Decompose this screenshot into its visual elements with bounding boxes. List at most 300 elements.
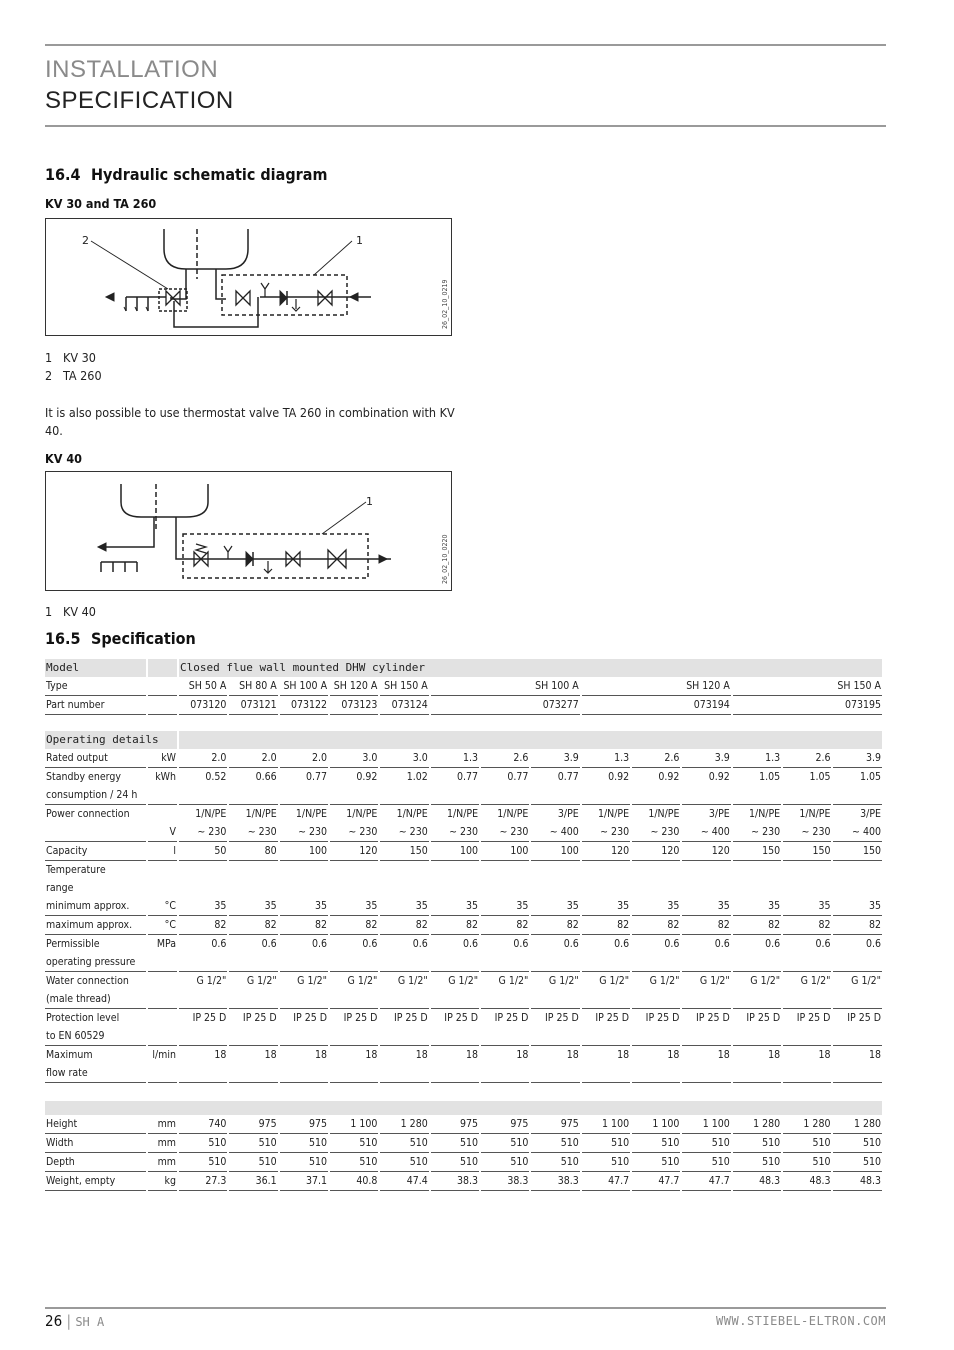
value-cell: ~ 230 [280, 823, 328, 842]
value-cell: 150 [733, 842, 781, 861]
row-label-line: to EN 60529 [46, 1030, 105, 1042]
subheading-kv30: KV 30 and TA 260 [45, 196, 157, 211]
value-cell: ~ 400 [833, 823, 882, 842]
value-cell: 510 [682, 1134, 730, 1153]
row-label-line: Permissible [46, 938, 100, 950]
value-cell [783, 879, 831, 897]
value-cell [481, 861, 529, 879]
value-cell: 0.77 [531, 768, 579, 805]
dimensions-band-row [45, 1101, 882, 1115]
value-cell: 2.0 [229, 749, 277, 768]
spec-row [45, 1134, 882, 1153]
unit-cell [148, 1009, 177, 1046]
value-cell: ~ 230 [783, 823, 831, 842]
spec-row [45, 1115, 882, 1134]
value-cell: 510 [229, 1134, 277, 1153]
unit-cell [148, 972, 177, 1009]
value-cell: IP 25 D [229, 1009, 277, 1046]
value-cell [330, 861, 378, 879]
value-cell: 27.3 [179, 1172, 227, 1191]
operating-details-row [45, 731, 882, 749]
value-cell: 82 [431, 916, 479, 935]
row-label-line: range [46, 882, 74, 894]
value-cell: 3/PE [860, 808, 881, 820]
blank-cell [148, 659, 177, 677]
value-cell: 0.77 [280, 768, 328, 805]
spec-row [45, 1046, 882, 1083]
value-cell: 35 [733, 897, 781, 916]
value-cell: 975 [531, 1115, 579, 1134]
value-cell: 47.7 [682, 1172, 730, 1191]
spec-row [45, 972, 882, 1009]
value-cell: 82 [229, 916, 277, 935]
value-cell: 150 [783, 842, 831, 861]
value-cell: 510 [380, 1134, 428, 1153]
unit-cell: mm [148, 1153, 177, 1172]
row-label [45, 1134, 146, 1153]
value-cell: 1/N/PE [396, 808, 428, 820]
value-cell: 18 [229, 1046, 277, 1083]
value-cell: G 1/2" [380, 972, 428, 1009]
unit-cell: l [148, 842, 177, 861]
value-cell: 18 [179, 1046, 227, 1083]
value-cell: 510 [179, 1134, 227, 1153]
value-cell: 510 [179, 1153, 227, 1172]
value-cell [531, 861, 579, 879]
value-cell: G 1/2" [431, 972, 479, 1009]
value-cell: 1/N/PE [799, 808, 831, 820]
spec-row [45, 749, 882, 768]
value-cell: 1/N/PE [346, 808, 378, 820]
spacer-row [45, 1083, 882, 1101]
value-cell: 47.7 [632, 1172, 680, 1191]
value-cell: 120 [632, 842, 680, 861]
value-cell: 2.6 [481, 749, 529, 768]
type-row [45, 677, 882, 696]
value-cell: ~ 230 [582, 823, 630, 842]
value-cell: 1.3 [733, 749, 781, 768]
unit-cell [148, 861, 177, 879]
unit-cell [148, 696, 177, 715]
unit-cell: MPa [148, 935, 177, 972]
value-cell: 510 [431, 1153, 479, 1172]
value-cell: IP 25 D [179, 1009, 227, 1046]
spec-row [45, 935, 882, 972]
row-label [45, 916, 146, 935]
value-cell: 48.3 [833, 1172, 882, 1191]
value-cell: 50 [179, 842, 227, 861]
value-cell: IP 25 D [733, 1009, 781, 1046]
value-cell: 0.92 [330, 768, 378, 805]
body-paragraph: It is also possible to use thermostat valve TA 260 in combination with KV 40. [45, 405, 455, 438]
value-cell: 0.6 [582, 935, 630, 972]
value-cell: 82 [280, 916, 328, 935]
value-cell: 510 [833, 1153, 882, 1172]
value-cell [229, 879, 277, 897]
value-cell [380, 879, 428, 897]
value-cell: 3/PE [557, 808, 579, 820]
row-label-line: Depth [46, 1156, 75, 1168]
value-cell: 1.02 [380, 768, 428, 805]
value-cell: 3.9 [682, 749, 730, 768]
value-cell: 120 [682, 842, 730, 861]
value-cell: 18 [431, 1046, 479, 1083]
subheading-kv40: KV 40 [45, 451, 82, 466]
callout-1: 1 [356, 234, 363, 247]
value-cell: 1 100 [582, 1115, 630, 1134]
value-cell [330, 879, 378, 897]
value-cell: 510 [280, 1153, 328, 1172]
row-label-line: Weight, empty [46, 1175, 116, 1187]
value-cell: IP 25 D [380, 1009, 428, 1046]
value-cell [833, 879, 882, 897]
row-label [45, 879, 146, 897]
value-cell: 35 [632, 897, 680, 916]
callout-1: 1 [366, 495, 373, 508]
legend-number: 1 [45, 350, 53, 365]
model-label: Model [45, 659, 146, 677]
figure-code: 26_02_10_0219 [441, 279, 449, 329]
legend-text: KV 30 [63, 350, 96, 365]
value-cell: 2.0 [280, 749, 328, 768]
value-cell: 82 [682, 916, 730, 935]
part-number-value: 073123 [330, 696, 378, 715]
spec-row [45, 823, 882, 842]
part-number-value: 073122 [280, 696, 328, 715]
value-cell: G 1/2" [833, 972, 882, 1009]
unit-cell: °C [148, 897, 177, 916]
value-cell: 18 [531, 1046, 579, 1083]
value-cell: IP 25 D [481, 1009, 529, 1046]
value-cell: 0.92 [582, 768, 630, 805]
value-cell: ~ 400 [682, 823, 730, 842]
value-cell: IP 25 D [632, 1009, 680, 1046]
value-cell: 0.6 [783, 935, 831, 972]
row-label-line: Maximum [46, 1049, 93, 1061]
value-cell: 510 [582, 1153, 630, 1172]
value-cell [280, 861, 328, 879]
value-cell: 0.6 [179, 935, 227, 972]
row-label-line: Power connection [46, 808, 130, 820]
value-cell [280, 879, 328, 897]
value-cell: 1/N/PE [195, 808, 227, 820]
value-cell: 82 [733, 916, 781, 935]
value-cell: 1.05 [733, 768, 781, 805]
section-title: Specification [91, 629, 196, 648]
value-cell: 1/N/PE [446, 808, 479, 820]
row-label-line: Width [46, 1137, 74, 1149]
value-cell: 18 [330, 1046, 378, 1083]
value-cell: 38.3 [431, 1172, 479, 1191]
value-cell: ~ 230 [229, 823, 277, 842]
legend-item [45, 368, 102, 383]
part-number-value: 073195 [733, 696, 882, 715]
value-cell: 1/N/PE [749, 808, 781, 820]
value-cell: G 1/2" [531, 972, 579, 1009]
spec-row [45, 1172, 882, 1191]
value-cell: 150 [833, 842, 882, 861]
value-cell: IP 25 D [280, 1009, 328, 1046]
value-cell: 35 [582, 897, 630, 916]
value-cell [531, 879, 579, 897]
type-value: SH 100 A [431, 677, 580, 696]
unit-cell: kWh [148, 768, 177, 805]
value-cell: 0.6 [833, 935, 882, 972]
row-label [45, 749, 146, 768]
value-cell: 18 [733, 1046, 781, 1083]
row-label [45, 842, 146, 861]
value-cell: G 1/2" [733, 972, 781, 1009]
value-cell: 510 [733, 1134, 781, 1153]
value-cell: ~ 230 [330, 823, 378, 842]
value-cell: ~ 230 [632, 823, 680, 842]
value-cell: 510 [682, 1153, 730, 1172]
value-cell: 82 [531, 916, 579, 935]
value-cell: 3.9 [531, 749, 579, 768]
part-number-value: 073120 [179, 696, 227, 715]
unit-cell: mm [148, 1115, 177, 1134]
value-cell: 1/N/PE [597, 808, 630, 820]
value-cell: 1/N/PE [295, 808, 328, 820]
schematic-kv40-drawing [46, 472, 451, 590]
row-label [45, 805, 146, 823]
figure-code: 26_02_10_0220 [441, 534, 449, 584]
value-cell: 1 100 [632, 1115, 680, 1134]
value-cell: 2.0 [179, 749, 227, 768]
value-cell: ~ 230 [380, 823, 428, 842]
hydraulic-diagram-kv30 [45, 218, 452, 336]
value-cell: 38.3 [481, 1172, 529, 1191]
value-cell: IP 25 D [431, 1009, 479, 1046]
value-cell: 1 100 [682, 1115, 730, 1134]
unit-cell: kW [148, 749, 177, 768]
value-cell: 0.77 [431, 768, 479, 805]
spec-row [45, 805, 882, 823]
model-value: Closed flue wall mounted DHW cylinder [179, 659, 882, 677]
value-cell: 975 [431, 1115, 479, 1134]
part-number-value: 073194 [582, 696, 731, 715]
row-label [45, 1046, 146, 1083]
value-cell [632, 879, 680, 897]
value-cell: 35 [481, 897, 529, 916]
unit-cell [148, 879, 177, 897]
row-label [45, 935, 146, 972]
callout-2: 2 [82, 234, 89, 247]
spec-row [45, 879, 882, 897]
row-label-line: Capacity [46, 845, 88, 857]
row-label [45, 1009, 146, 1046]
value-cell: 510 [833, 1134, 882, 1153]
value-cell: 0.6 [531, 935, 579, 972]
page-title: SPECIFICATION [45, 87, 234, 114]
value-cell: 82 [632, 916, 680, 935]
value-cell [582, 861, 630, 879]
value-cell: 82 [783, 916, 831, 935]
type-value: SH 50 A [179, 677, 227, 696]
blank-cell [179, 731, 882, 749]
unit-cell: °C [148, 916, 177, 935]
value-cell: 100 [431, 842, 479, 861]
type-value: SH 120 A [330, 677, 378, 696]
hydraulic-diagram-kv40 [45, 471, 452, 591]
value-cell: ~ 230 [179, 823, 227, 842]
value-cell: 510 [481, 1153, 529, 1172]
value-cell: 1 280 [380, 1115, 428, 1134]
row-label [45, 823, 146, 842]
value-cell: 1/N/PE [245, 808, 277, 820]
row-label-line: Water connection [46, 975, 129, 987]
value-cell: 35 [330, 897, 378, 916]
legend-item [45, 604, 96, 619]
type-value: SH 120 A [582, 677, 731, 696]
page-number-block [45, 1312, 104, 1330]
value-cell: 2.6 [632, 749, 680, 768]
value-cell: G 1/2" [582, 972, 630, 1009]
value-cell: 18 [481, 1046, 529, 1083]
value-cell: G 1/2" [229, 972, 277, 1009]
value-cell: IP 25 D [330, 1009, 378, 1046]
value-cell: 0.6 [632, 935, 680, 972]
schematic-kv30-drawing [46, 219, 451, 335]
row-label [45, 972, 146, 1009]
value-cell: G 1/2" [682, 972, 730, 1009]
value-cell: 3.0 [330, 749, 378, 768]
unit-cell: l/min [148, 1046, 177, 1083]
value-cell [783, 861, 831, 879]
value-cell: G 1/2" [330, 972, 378, 1009]
document-code: SH A [75, 1315, 105, 1329]
value-cell: 510 [229, 1153, 277, 1172]
value-cell: 82 [582, 916, 630, 935]
type-value: SH 100 A [280, 677, 328, 696]
value-cell [431, 861, 479, 879]
value-cell: 510 [632, 1134, 680, 1153]
blank-cell [45, 1101, 882, 1115]
value-cell: 975 [481, 1115, 529, 1134]
value-cell [380, 861, 428, 879]
value-cell: 82 [833, 916, 882, 935]
value-cell: 510 [481, 1134, 529, 1153]
legend-item [45, 350, 96, 365]
type-value: SH 150 A [733, 677, 882, 696]
value-cell [481, 879, 529, 897]
section-16-5-heading [45, 629, 196, 648]
value-cell: 1.3 [582, 749, 630, 768]
value-cell: 47.4 [380, 1172, 428, 1191]
spec-row [45, 916, 882, 935]
row-label-line: consumption / 24 h [46, 789, 138, 801]
value-cell: 18 [280, 1046, 328, 1083]
type-value: SH 80 A [229, 677, 277, 696]
value-cell: 18 [380, 1046, 428, 1083]
row-label: Type [45, 677, 146, 696]
value-cell: 100 [531, 842, 579, 861]
blank-cell [45, 1083, 882, 1101]
value-cell [179, 879, 227, 897]
value-cell: 0.6 [380, 935, 428, 972]
website-url: WWW.STIEBEL-ELTRON.COM [716, 1314, 886, 1328]
row-label-line: operating pressure [46, 956, 136, 968]
value-cell: 35 [833, 897, 882, 916]
value-cell: 35 [280, 897, 328, 916]
value-cell: 1 100 [330, 1115, 378, 1134]
value-cell: 48.3 [783, 1172, 831, 1191]
value-cell: 0.6 [229, 935, 277, 972]
value-cell: IP 25 D [783, 1009, 831, 1046]
value-cell: 82 [380, 916, 428, 935]
spacer-row [45, 715, 882, 731]
spec-row [45, 897, 882, 916]
value-cell [632, 861, 680, 879]
value-cell: 510 [330, 1153, 378, 1172]
value-cell: IP 25 D [833, 1009, 882, 1046]
value-cell: 18 [783, 1046, 831, 1083]
spec-row [45, 861, 882, 879]
part-number-row [45, 696, 882, 715]
value-cell: 0.6 [330, 935, 378, 972]
value-cell: 510 [380, 1153, 428, 1172]
value-cell [733, 879, 781, 897]
row-label [45, 861, 146, 879]
part-number-value: 073124 [380, 696, 428, 715]
value-cell: 1 280 [833, 1115, 882, 1134]
specification-table [43, 659, 884, 1191]
row-label [45, 1153, 146, 1172]
row-label-line: (male thread) [46, 993, 111, 1005]
value-cell: 82 [179, 916, 227, 935]
value-cell: 3.9 [833, 749, 882, 768]
value-cell: 3.0 [380, 749, 428, 768]
footer-rule [45, 1307, 886, 1309]
value-cell: 1.05 [833, 768, 882, 805]
spec-row [45, 768, 882, 805]
row-label [45, 1115, 146, 1134]
part-number-value: 073121 [229, 696, 277, 715]
value-cell: 35 [531, 897, 579, 916]
value-cell: 0.6 [431, 935, 479, 972]
value-cell: 48.3 [733, 1172, 781, 1191]
unit-cell [148, 677, 177, 696]
value-cell: 2.6 [783, 749, 831, 768]
value-cell: 510 [783, 1134, 831, 1153]
value-cell: 510 [531, 1153, 579, 1172]
value-cell: 510 [733, 1153, 781, 1172]
value-cell: G 1/2" [280, 972, 328, 1009]
value-cell [582, 879, 630, 897]
value-cell: 510 [280, 1134, 328, 1153]
value-cell: 18 [682, 1046, 730, 1083]
value-cell: 0.6 [733, 935, 781, 972]
value-cell: 80 [229, 842, 277, 861]
value-cell: G 1/2" [632, 972, 680, 1009]
blank-cell [45, 715, 882, 731]
operating-details-label: Operating details [45, 731, 177, 749]
legend-number: 2 [45, 368, 53, 383]
value-cell [682, 861, 730, 879]
model-row [45, 659, 882, 677]
value-cell: 0.92 [632, 768, 680, 805]
value-cell: ~ 400 [531, 823, 579, 842]
row-label-line: Temperature [46, 864, 106, 876]
value-cell: 18 [632, 1046, 680, 1083]
legend-text: TA 260 [63, 368, 102, 383]
value-cell: 35 [682, 897, 730, 916]
value-cell: 40.8 [330, 1172, 378, 1191]
value-cell: 1 280 [733, 1115, 781, 1134]
unit-cell: V [148, 823, 177, 842]
spec-row [45, 1009, 882, 1046]
value-cell: IP 25 D [682, 1009, 730, 1046]
